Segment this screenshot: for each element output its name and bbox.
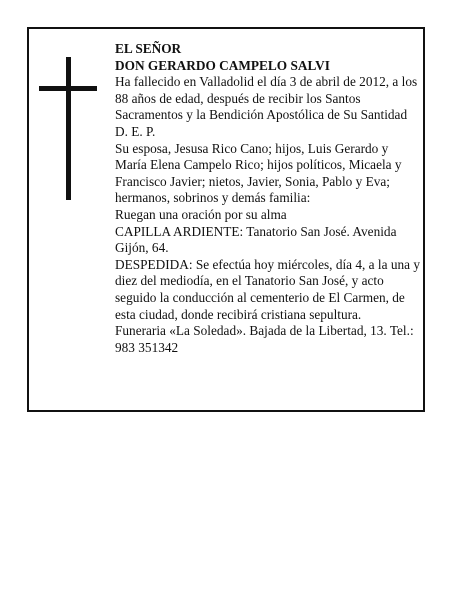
funeral-details: DESPEDIDA: Se efectúa hoy miércoles, día 4, a la una y diez del mediodía, en el Tanatorio San José, y acto seguido la conducción al cementerio de El Carmen, de esta ciudad, donde recibirá cristiana sepultura. — [115, 256, 421, 322]
prayer-request: Ruegan una oración por su alma — [115, 206, 287, 222]
heading-title: EL SEÑOR — [115, 41, 182, 56]
cross-vertical-bar — [66, 57, 71, 200]
obituary-notice — [27, 27, 425, 412]
funeral-home: Funeraria «La Soledad». Bajada de la Libertad, 13. Tel.: 983 351342 — [115, 323, 414, 355]
deceased-name: DON GERARDO CAMPELO SALVI — [115, 57, 330, 73]
death-announcement: Ha fallecido en Valladolid el día 3 de abril de 2012, a los 88 años de edad, después de recibir los Santos Sacramentos y la Bendición Apostólica de Su Santidad D. E. P. — [115, 74, 418, 139]
family-list: Su esposa, Jesusa Rico Cano; hijos, Luis Gerardo y María Elena Campelo Rico; hijos políticos, Micaela y Francisco Javier; nietos, Javier, Sonia, Pablo y Eva; hermanos, sobrinos y demás familia: — [115, 140, 402, 206]
cross-horizontal-bar — [39, 86, 97, 91]
cross-icon — [39, 57, 97, 200]
wake-location: CAPILLA ARDIENTE: Tanatorio San José. Avenida Gijón, 64. — [115, 223, 397, 256]
notice-text — [115, 41, 420, 356]
